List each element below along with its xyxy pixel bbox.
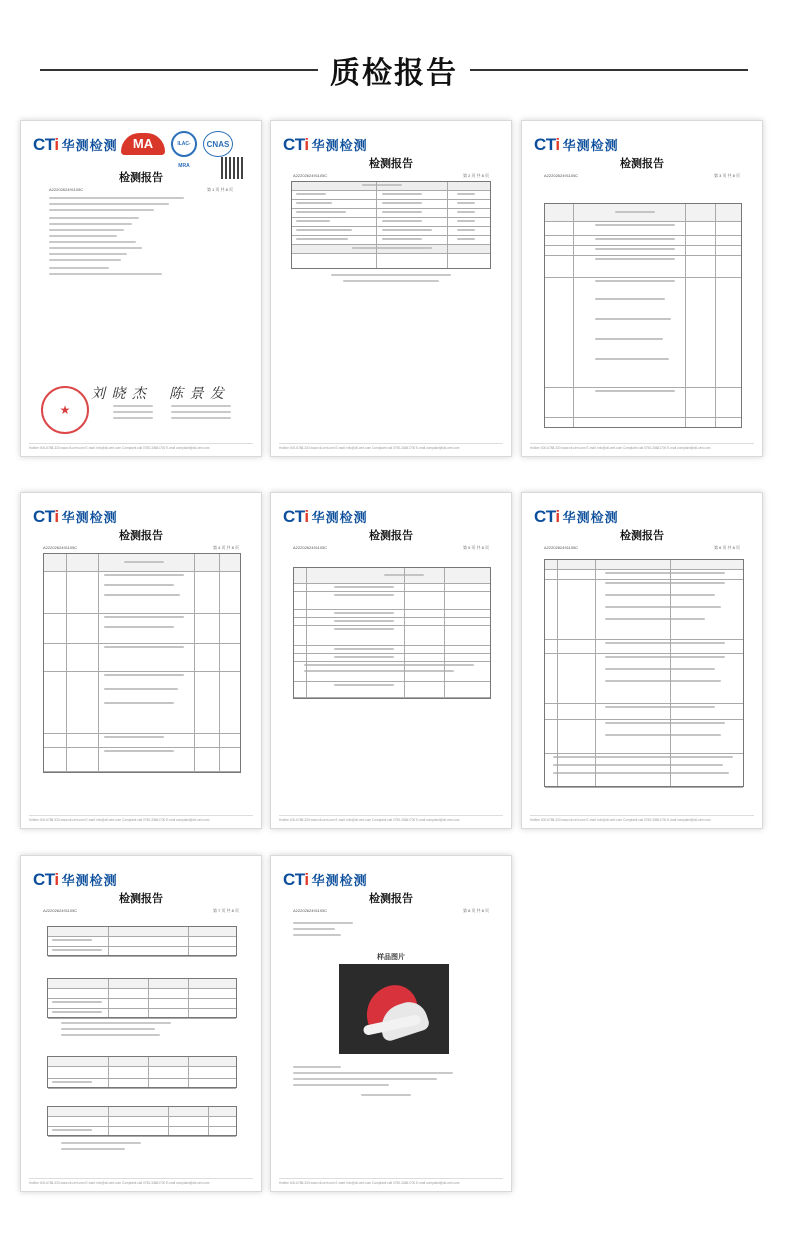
report-title: 检测报告 <box>369 892 413 905</box>
page-footer: Hotline 400-6788-333 www.cti-cert.com E-mail: info@cti-cert.com Complaint call 0755-33681700 E-mail complaint@cti-cert.com <box>279 1178 503 1185</box>
report-number: A2220262491105C <box>43 908 78 913</box>
page-number: 第 6 页 共 8 页 <box>713 545 740 550</box>
cti-logo: CTi 华测检测 <box>534 507 619 526</box>
report-page-4 <box>20 492 262 829</box>
report-title: 检测报告 <box>369 157 413 170</box>
report-number: A2220262491105C <box>293 173 328 178</box>
report-page-7 <box>20 855 262 1192</box>
report-title: 检测报告 <box>119 892 163 905</box>
header-rule-right <box>470 69 748 71</box>
page-number: 第 4 页 共 8 页 <box>212 545 239 550</box>
page-footer: Hotline 400-6788-333 www.cti-cert.com E-mail: info@cti-cert.com Complaint call 0755-33681700 E-mail complaint@cti-cert.com <box>279 815 503 822</box>
page-number: 第 7 页 共 8 页 <box>212 908 239 913</box>
cti-logo: CTi 华测检测 <box>283 870 368 889</box>
test-table-4 <box>47 1106 237 1136</box>
signature-2: 陈 景 发 <box>169 386 225 402</box>
page-number: 第 1 页 共 8 页 <box>206 187 233 192</box>
cti-logo: CTi 华测检测 <box>283 507 368 526</box>
report-title: 检测报告 <box>119 171 163 184</box>
section-header <box>0 40 790 100</box>
page-number: 第 2 页 共 8 页 <box>462 173 489 178</box>
sample-photo-label: 样品图片 <box>377 954 405 961</box>
report-title: 检测报告 <box>620 157 664 170</box>
report-page-1 <box>20 120 262 457</box>
cnas-logo: CNAS <box>203 131 233 157</box>
report-page-8 <box>270 855 512 1192</box>
report-number: A2220262491105C <box>43 545 78 550</box>
report-number: A2220262491105C <box>293 545 328 550</box>
page-footer: Hotline 400-6788-333 www.cti-cert.com E-mail: info@cti-cert.com Complaint call 0755-33681700 E-mail complaint@cti-cert.com <box>29 1178 253 1185</box>
test-table-3 <box>47 1056 237 1088</box>
cti-logo: CTi 华测检测 <box>33 135 118 154</box>
report-title: 检测报告 <box>369 529 413 542</box>
page-footer: Hotline 400-6788-333 www.cti-cert.com E-mail: info@cti-cert.com Complaint call 0755-33681700 E-mail complaint@cti-cert.com <box>279 443 503 450</box>
inspection-table <box>544 559 744 787</box>
report-page-5 <box>270 492 512 829</box>
cma-logo: MA <box>121 133 165 155</box>
sample-photo <box>339 964 449 1054</box>
report-number: A2220262491105C <box>544 173 579 178</box>
client-info-block <box>49 197 199 279</box>
cti-logo: CTi 华测检测 <box>283 135 368 154</box>
page-number: 第 8 页 共 8 页 <box>462 908 489 913</box>
inspection-table <box>544 203 742 428</box>
report-title: 检测报告 <box>119 529 163 542</box>
cti-logo: CTi 华测检测 <box>33 507 118 526</box>
inspection-table <box>43 553 241 773</box>
page-number: 第 5 页 共 8 页 <box>462 545 489 550</box>
page-footer: Hotline 400-6788-333 www.cti-cert.com E-mail: info@cti-cert.com Complaint call 0755-33681700 E-mail complaint@cti-cert.com <box>29 815 253 822</box>
report-page-6 <box>521 492 763 829</box>
official-seal-stamp: ★ <box>41 386 89 434</box>
header-rule-left <box>40 69 318 71</box>
section-title: 质检报告 <box>330 56 458 91</box>
report-number: A2220262491105C <box>544 545 579 550</box>
page-footer: Hotline 400-6788-333 www.cti-cert.com E-mail: info@cti-cert.com Complaint call 0755-33681700 E-mail complaint@cti-cert.com <box>530 443 754 450</box>
page-number: 第 3 页 共 8 页 <box>713 173 740 178</box>
report-page-2 <box>270 120 512 457</box>
certification-badges <box>121 131 233 169</box>
signature-1: 刘 晓 杰 <box>91 386 147 402</box>
cti-logo: CTi 华测检测 <box>534 135 619 154</box>
cti-logo: CTi 华测检测 <box>33 870 118 889</box>
ilac-mra-logo: ILAC-MRA <box>171 131 197 157</box>
report-title: 检测报告 <box>620 529 664 542</box>
report-number: A2220262491105C <box>49 187 84 192</box>
page-footer: Hotline 400-6788-333 www.cti-cert.com E-mail: info@cti-cert.com Complaint call 0755-33681700 E-mail complaint@cti-cert.com <box>29 443 253 450</box>
inspection-table <box>293 567 491 699</box>
page-footer: Hotline 400-6788-333 www.cti-cert.com E-mail: info@cti-cert.com Complaint call 0755-33681700 E-mail complaint@cti-cert.com <box>530 815 754 822</box>
test-table-2 <box>47 978 237 1018</box>
report-number: A2220262491105C <box>293 908 328 913</box>
test-table-1 <box>47 926 237 956</box>
summary-table <box>291 181 491 269</box>
report-page-3 <box>521 120 763 457</box>
